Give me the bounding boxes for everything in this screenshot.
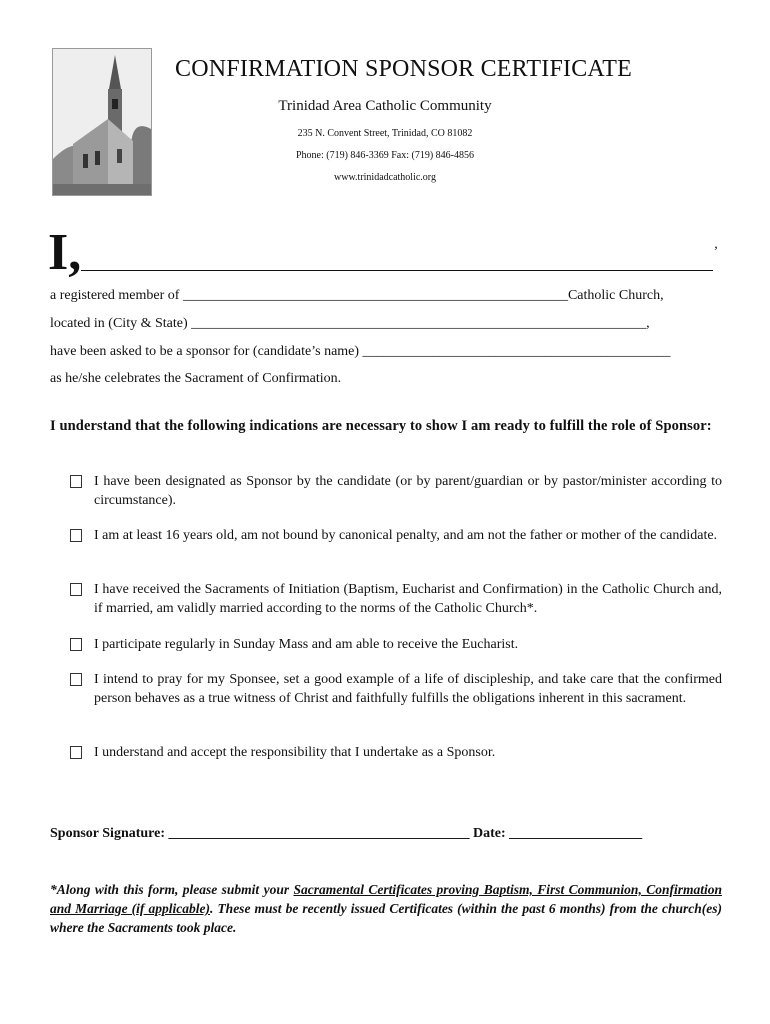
organization-name: Trinidad Area Catholic Community — [278, 98, 492, 114]
checklist-item — [70, 635, 722, 654]
checkbox[interactable] — [70, 673, 82, 686]
church-drawing — [53, 49, 151, 195]
checklist-item — [70, 670, 722, 708]
checkbox[interactable] — [70, 529, 82, 542]
checkbox[interactable] — [70, 746, 82, 759]
checklist-item — [70, 526, 722, 545]
certificate-title: CONFIRMATION SPONSOR CERTIFICATE — [175, 56, 633, 82]
checklist-text: I participate regularly in Sunday Mass and am able to receive the Eucharist. — [94, 637, 519, 652]
checklist-text: I intend to pray for my Sponsee, set a good example of a life of discipleship, and take care that the confirmed person behaves as a true witness of Christ and faithfully fulfills the obligations inherent in this sacrament. — [94, 672, 722, 706]
footnote-underlined: Sacramental Certificates proving Baptism, First Communion, Confirmation and Marriage (if applicable) — [50, 882, 722, 916]
checklist-text: I have received the Sacraments of Initiation (Baptism, Eucharist and Confirmation) in the Catholic Church and, if married, am validly married according to the norms of the Catholic Church*. — [94, 582, 722, 616]
location-line[interactable]: located in (City & State) _________________________________________________________________, — [50, 316, 650, 331]
requirements-heading: I understand that the following indications are necessary to show I am ready to fulfill the role of Sponsor: — [50, 418, 712, 434]
big-i-label: I, — [48, 224, 82, 281]
checklist-item — [70, 580, 722, 618]
checkbox[interactable] — [70, 583, 82, 596]
sponsor-name-field[interactable] — [81, 266, 713, 271]
parish-line[interactable]: a registered member of _______________________________________________________Catholic Church, — [50, 288, 664, 303]
footnote — [50, 880, 722, 937]
organization-phone: Phone: (719) 846-3369 Fax: (719) 846-4856 — [295, 150, 475, 161]
checklist-text: I understand and accept the responsibility that I undertake as a Sponsor. — [94, 745, 496, 760]
organization-website: www.trinidadcatholic.org — [334, 172, 436, 183]
signature-date-line[interactable]: Sponsor Signature: ___________________________________________ Date: ___________________ — [50, 826, 643, 841]
checkbox[interactable] — [70, 638, 82, 651]
candidate-line[interactable]: have been asked to be a sponsor for (candidate’s name) ____________________________________________ — [50, 344, 671, 359]
checkbox[interactable] — [70, 475, 82, 488]
checklist-text: I am at least 16 years old, am not bound by canonical penalty, and am not the father or mother of the candidate. — [94, 528, 718, 543]
sponsor-name-comma: , — [714, 237, 718, 252]
sponsor-name-row — [48, 215, 718, 283]
footnote-part1: *Along with this form, please submit your — [50, 882, 294, 897]
church-illustration — [52, 48, 152, 196]
checklist-text: I have been designated as Sponsor by the candidate (or by parent/guardian or by pastor/minister according to circumstance). — [94, 474, 722, 508]
checklist-item — [70, 743, 722, 762]
organization-address: 235 N. Convent Street, Trinidad, CO 81082 — [297, 128, 473, 139]
footnote-part2: . These must be recently issued Certificates (within the past 6 months) from the church(es) where the Sacraments took place. — [50, 901, 722, 935]
sacrament-line: as he/she celebrates the Sacrament of Confirmation. — [50, 371, 342, 386]
checklist-item — [70, 472, 722, 510]
